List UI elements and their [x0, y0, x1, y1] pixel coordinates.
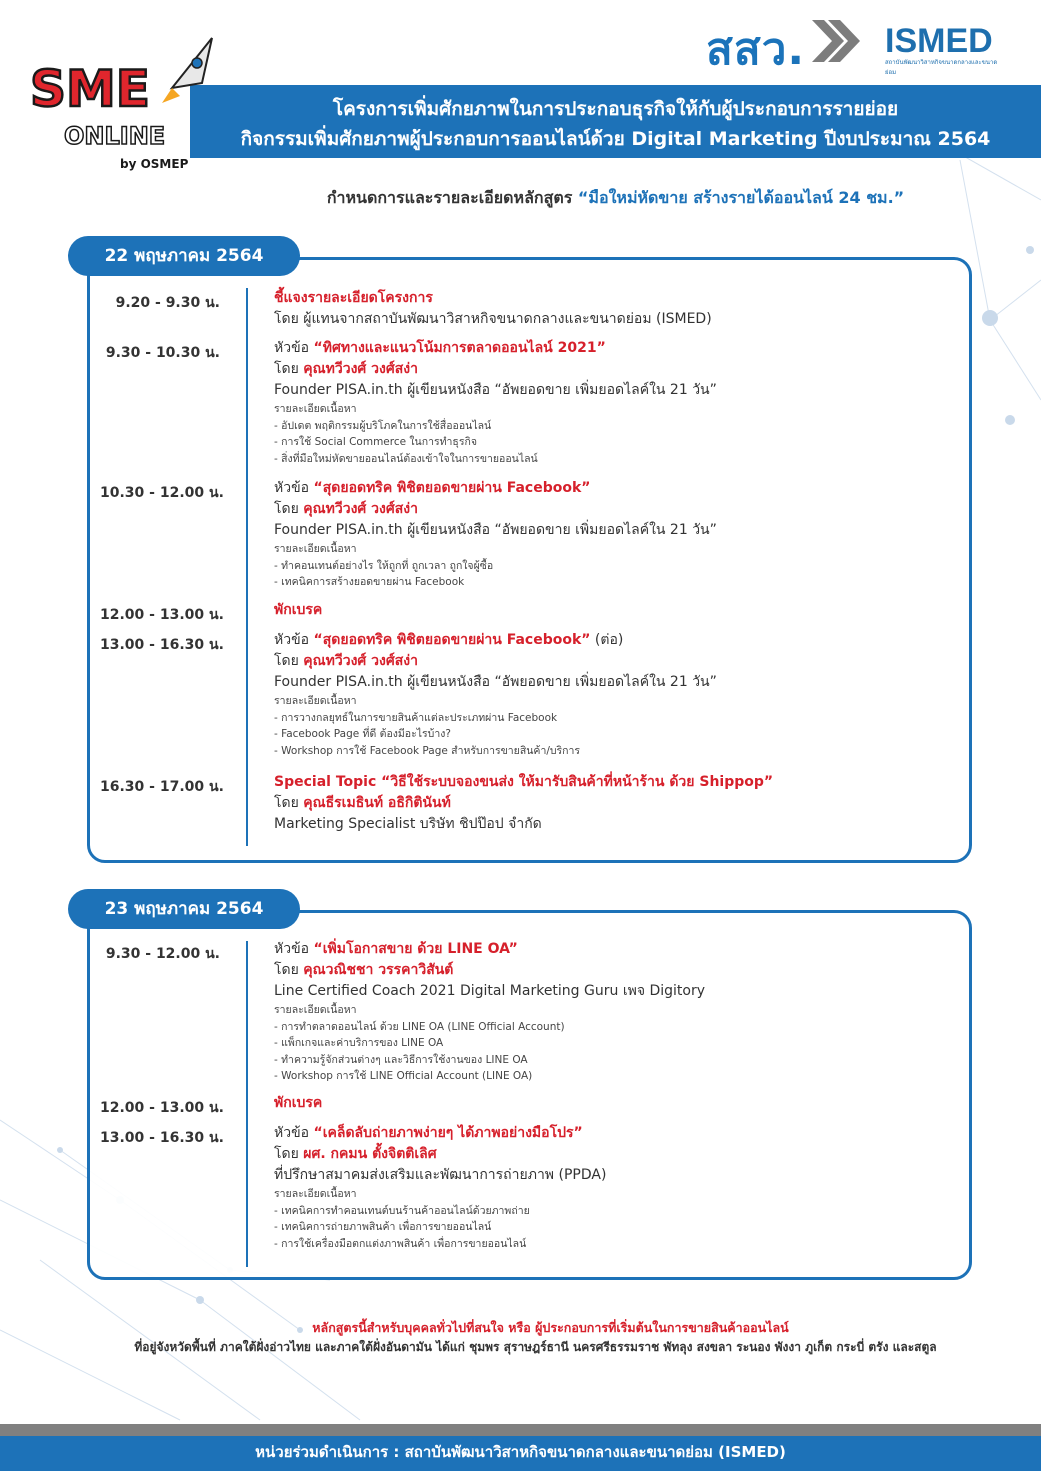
- session-line: [274, 478, 954, 499]
- audience-note: หลักสูตรนี้สำหรับบุคคลทั่วไปที่สนใจ หรือ ผู้ประกอบการที่เริ่มต้นในการขายสินค้าออนไลน์: [312, 1320, 789, 1335]
- session-line: [274, 380, 954, 401]
- session-time: 13.00 - 16.30 น.: [100, 637, 224, 653]
- session-line-text: Marketing Specialist บริษัท ชิปป๊อป จำกัด: [274, 816, 542, 832]
- session-line: [274, 1123, 954, 1144]
- session-line-text: หัวข้อ: [274, 941, 314, 957]
- project-title: โครงการเพิ่มศักยภาพในการประกอบธุรกิจให้กับผู้ประกอบการรายย่อย: [332, 98, 899, 120]
- session-detail-line: [274, 1186, 954, 1203]
- session-detail-line: [274, 541, 954, 558]
- session-time: 12.00 - 13.00 น.: [100, 607, 224, 623]
- session-highlight-text: “เคล็ดลับถ่ายภาพง่ายๆ ได้ภาพอย่างมือโปร”: [313, 1125, 583, 1141]
- ismed-logo: ISMED: [885, 22, 993, 60]
- session-line-text: โดย: [274, 653, 304, 669]
- session-line-text: - แพ็กเกจและค่าบริการของ LINE OA: [274, 1037, 444, 1049]
- session-line: [274, 651, 954, 672]
- session-line-text: - เทคนิคการถ่ายภาพสินค้า เพื่อการขายออนไลน์: [274, 1221, 492, 1233]
- session-details: [274, 772, 954, 835]
- session-detail-line: [274, 558, 954, 575]
- session-time: 10.30 - 12.00 น.: [100, 485, 224, 501]
- session-line-text: - Facebook Page ที่ดี ต้องมีอะไรบ้าง?: [274, 728, 451, 740]
- session-line: [274, 1165, 954, 1186]
- session-time: 13.00 - 16.30 น.: [100, 1130, 224, 1146]
- session-line: [274, 600, 954, 621]
- session-suffix-text: (ต่อ): [590, 632, 624, 648]
- session-details: [274, 1093, 954, 1114]
- session-line-text: ชี้แจงรายละเอียดโครงการ: [274, 290, 433, 306]
- session-line-text: Special Topic “วิธีใช้ระบบจองขนส่ง ให้มารับสินค้าที่หน้าร้าน ด้วย Shippop”: [274, 774, 774, 790]
- session-line-text: รายละเอียดเนื้อหา: [274, 543, 357, 555]
- session-highlight-text: คุณทวีวงศ์ วงศ์สง่า: [303, 653, 418, 669]
- footer-banner: หน่วยร่วมดำเนินการ : สถาบันพัฒนาวิสาหกิจขนาดกลางและขนาดย่อม (ISMED): [0, 1436, 1041, 1471]
- session-line-text: Founder PISA.in.th ผู้เขียนหนังสือ “อัพยอดขาย เพิ่มยอดไลค์ใน 21 วัน”: [274, 522, 717, 538]
- rocket-icon: [162, 38, 212, 103]
- session-line-text: Founder PISA.in.th ผู้เขียนหนังสือ “อัพยอดขาย เพิ่มยอดไลค์ใน 21 วัน”: [274, 382, 717, 398]
- session-details: [274, 1123, 954, 1252]
- session-line: [274, 960, 954, 981]
- session-time: 9.30 - 10.30 น.: [105, 345, 220, 361]
- session-line-text: Line Certified Coach 2021 Digital Marketing Guru เพจ Digitory: [274, 983, 706, 999]
- session-detail-line: [274, 451, 954, 468]
- session-line-text: - สิ่งที่มือใหม่หัดขายออนไลน์ต้องเข้าใจในการขายออนไลน์: [274, 452, 538, 465]
- session-detail-line: [274, 574, 954, 591]
- session-line-text: โดย: [274, 1146, 304, 1162]
- session-detail-line: [274, 710, 954, 727]
- session-line-text: Founder PISA.in.th ผู้เขียนหนังสือ “อัพยอดขาย เพิ่มยอดไลค์ใน 21 วัน”: [274, 674, 717, 690]
- timeline-divider: [246, 941, 248, 1267]
- session-time: 9.20 - 9.30 น.: [115, 295, 220, 311]
- session-line-text: หัวข้อ: [274, 632, 314, 648]
- session-line-text: โดย: [274, 962, 304, 978]
- session-detail-line: [274, 434, 954, 451]
- session-highlight-text: “สุดยอดทริค พิชิตยอดขายผ่าน Facebook”: [313, 632, 591, 648]
- session-line-text: - Workshop การใช้ LINE Official Account (LINE OA): [274, 1070, 533, 1082]
- session-time: 16.30 - 17.00 น.: [100, 779, 224, 795]
- session-detail-line: [274, 1052, 954, 1069]
- session-line-text: ที่ปรึกษาสมาคมส่งเสริมและพัฒนาการถ่ายภาพ (PPDA): [274, 1167, 607, 1183]
- session-highlight-text: “ทิศทางและแนวโน้มการตลาดออนไลน์ 2021”: [313, 340, 606, 356]
- session-highlight-text: คุณทวีวงศ์ วงศ์สง่า: [303, 501, 418, 517]
- session-detail-line: [274, 1236, 954, 1253]
- session-detail-line: [274, 726, 954, 743]
- activity-title: กิจกรรมเพิ่มศักยภาพผู้ประกอบการออนไลน์ด้วย Digital Marketing ปีงบประมาณ 2564: [240, 128, 991, 150]
- session-line-text: - ทำคอนเทนต์อย่างไร ให้ถูกที่ ถูกเวลา ถูกใจผู้ซื้อ: [274, 559, 494, 572]
- session-line-text: รายละเอียดเนื้อหา: [274, 1004, 357, 1016]
- course-heading: [0, 186, 1041, 211]
- session-line-text: - ทำความรู้จักส่วนต่างๆ และวิธีการใช้งานของ LINE OA: [274, 1053, 528, 1066]
- session-details: [274, 288, 954, 330]
- session-detail-line: [274, 418, 954, 435]
- chevron-arrows-icon: [810, 18, 862, 64]
- session-line: [274, 939, 954, 960]
- session-line-text: - การใช้เครื่องมือตกแต่งภาพสินค้า เพื่อการขายออนไลน์: [274, 1237, 527, 1250]
- sme-online-logo: [22, 28, 222, 188]
- timeline-divider: [246, 288, 248, 846]
- session-detail-line: [274, 743, 954, 760]
- session-detail-line: [274, 1068, 954, 1085]
- session-line-text: - การทำตลาดออนไลน์ ด้วย LINE OA (LINE Official Account): [274, 1020, 565, 1033]
- session-highlight-text: คุณทวีวงศ์ วงศ์สง่า: [303, 361, 418, 377]
- session-line-text: โดย ผู้แทนจากสถาบันพัฒนาวิสาหกิจขนาดกลางและขนาดย่อม (ISMED): [274, 311, 712, 327]
- session-detail-line: [274, 1002, 954, 1019]
- session-details: [274, 939, 954, 1085]
- ismed-logo-subtitle: สถาบันพัฒนาวิสาหกิจขนาดกลางและขนาดย่อม: [885, 59, 998, 76]
- session-line: [274, 1144, 954, 1165]
- session-line: [274, 793, 954, 814]
- session-detail-line: [274, 401, 954, 418]
- session-line-text: - เทคนิคการทำคอนเทนต์บนร้านค้าออนไลน์ด้วยภาพถ่าย: [274, 1204, 530, 1217]
- area-note: ที่อยู่จังหวัดพื้นที่ ภาคใต้ฝั่งอ่าวไทย และภาคใต้ฝั่งอันดามัน ได้แก่ ชุมพร สุราษฎร์ธานี นครศรีธรรมราช พัทลุง สงขลา ระนอง พังงา ภูเก็ต กระบี่ ตรัง และสตูล: [134, 1340, 937, 1354]
- session-highlight-text: “เพิ่มโอกาสขาย ด้วย LINE OA”: [313, 941, 518, 957]
- day-2-date-pill: 23 พฤษภาคม 2564: [68, 889, 300, 929]
- session-highlight-text: คุณธีรเมธินท์ อธิกิตินันท์: [303, 795, 451, 811]
- course-prefix: กำหนดการและรายละเอียดหลักสูตร: [326, 188, 573, 207]
- session-detail-line: [274, 1035, 954, 1052]
- session-details: [274, 630, 954, 759]
- session-line-text: รายละเอียดเนื้อหา: [274, 1188, 357, 1200]
- session-line: [274, 499, 954, 520]
- session-line-text: หัวข้อ: [274, 1125, 314, 1141]
- session-line-text: โดย: [274, 501, 304, 517]
- session-line-text: พักเบรค: [274, 1095, 323, 1111]
- session-line-text: - เทคนิคการสร้างยอดขายผ่าน Facebook: [274, 576, 465, 588]
- session-line-text: โดย: [274, 795, 304, 811]
- session-highlight-text: ผศ. กคมน ตั้งจิตติเลิศ: [303, 1146, 437, 1162]
- session-line: [274, 309, 954, 330]
- course-title: “มือใหม่หัดขาย สร้างรายได้ออนไลน์ 24 ชม.”: [577, 188, 905, 207]
- session-details: [274, 600, 954, 621]
- session-line: [274, 359, 954, 380]
- session-line-text: พักเบรค: [274, 602, 323, 618]
- session-line-text: - Workshop การใช้ Facebook Page สำหรับการขายสินค้า/บริการ: [274, 744, 581, 757]
- footer-divider: [0, 1424, 1041, 1436]
- session-line: [274, 338, 954, 359]
- online-logo-text: ONLINE: [64, 122, 166, 150]
- session-line: [274, 981, 954, 1002]
- session-line-text: - การใช้ Social Commerce ในการทำธุรกิจ: [274, 436, 477, 448]
- session-line-text: รายละเอียดเนื้อหา: [274, 695, 357, 707]
- session-detail-line: [274, 693, 954, 710]
- session-line-text: หัวข้อ: [274, 340, 314, 356]
- session-line: [274, 814, 954, 835]
- session-time: 9.30 - 12.00 น.: [105, 946, 220, 962]
- session-time: 12.00 - 13.00 น.: [100, 1100, 224, 1116]
- session-line-text: - การวางกลยุทธ์ในการขายสินค้าแต่ละประเภทผ่าน Facebook: [274, 711, 558, 724]
- session-line-text: หัวข้อ: [274, 480, 314, 496]
- session-line-text: รายละเอียดเนื้อหา: [274, 403, 357, 415]
- sme-logo-text: SME: [30, 60, 150, 118]
- session-line: [274, 1093, 954, 1114]
- session-line-text: โดย: [274, 361, 304, 377]
- session-highlight-text: คุณวณิชชา วรรคาวิสันต์: [303, 962, 454, 978]
- sor-logo: สสว.: [706, 24, 806, 75]
- day-1-date-pill: 22 พฤษภาคม 2564: [68, 236, 300, 276]
- session-detail-line: [274, 1019, 954, 1036]
- session-detail-line: [274, 1219, 954, 1236]
- session-line: [274, 672, 954, 693]
- session-line: [274, 288, 954, 309]
- session-details: [274, 338, 954, 467]
- session-highlight-text: “สุดยอดทริค พิชิตยอดขายผ่าน Facebook”: [313, 480, 591, 496]
- session-details: [274, 478, 954, 591]
- session-line: [274, 630, 954, 651]
- session-line-text: - อัปเดต พฤติกรรมผู้บริโภคในการใช้สื่อออนไลน์: [274, 419, 492, 432]
- by-osmep-text: by OSMEP: [120, 157, 189, 171]
- session-detail-line: [274, 1203, 954, 1220]
- session-line: [274, 520, 954, 541]
- session-line: [274, 772, 954, 793]
